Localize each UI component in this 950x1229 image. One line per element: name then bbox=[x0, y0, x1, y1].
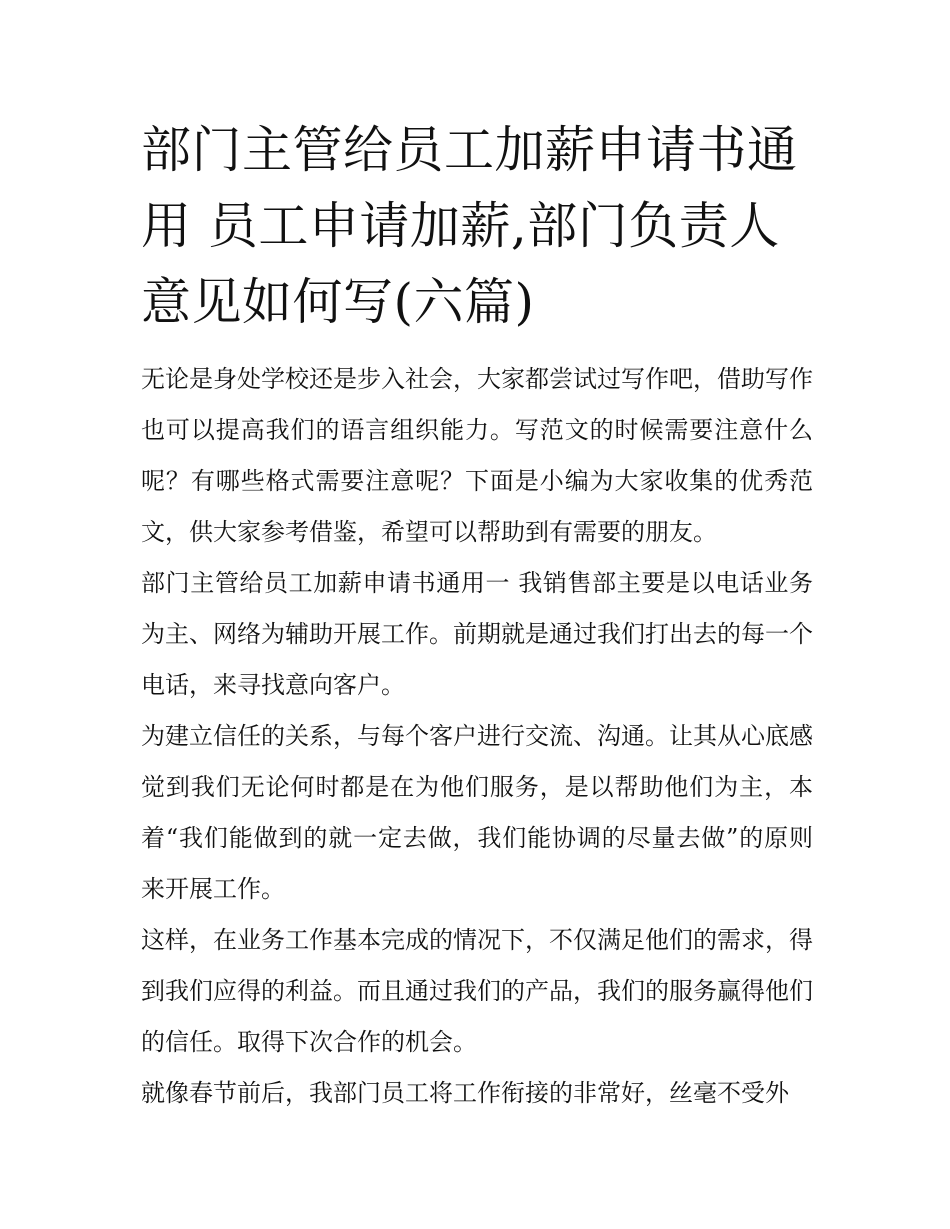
paragraph-trust: 为建立信任的关系，与每个客户进行交流、沟通。让其从心底感觉到我们无论何时都是在为他们服务，是以帮助他们为主，本着“我们能做到的就一定去做，我们能协调的尽量去做”的原则来开展工作。 bbox=[141, 722, 813, 903]
paragraph-spring-festival: 就像春节前后，我部门员工将工作衔接的非常好，丝毫不受外 bbox=[141, 1079, 789, 1107]
paragraph-intro: 无论是身处学校还是步入社会，大家都尝试过写作吧，借助写作也可以提高我们的语言组织能力。写范文的时候需要注意什么呢？有哪些格式需要注意呢？下面是小编为大家收集的优秀范文，供大家参考借鉴，希望可以帮助到有需要的朋友。 bbox=[141, 365, 813, 546]
paragraph-results: 这样，在业务工作基本完成的情况下，不仅满足他们的需求，得到我们应得的利益。而且通过我们的产品，我们的服务赢得他们的信任。取得下次合作的机会。 bbox=[141, 926, 813, 1056]
document-page bbox=[141, 112, 813, 1119]
paragraph-sales-dept: 部门主管给员工加薪申请书通用一 我销售部主要是以电话业务为主、网络为辅助开展工作。前期就是通过我们打出去的每一个电话，来寻找意向客户。 bbox=[141, 569, 813, 699]
document-body bbox=[141, 354, 813, 1119]
document-title: 部门主管给员工加薪申请书通用 员工申请加薪,部门负责人意见如何写(六篇) bbox=[141, 121, 798, 331]
